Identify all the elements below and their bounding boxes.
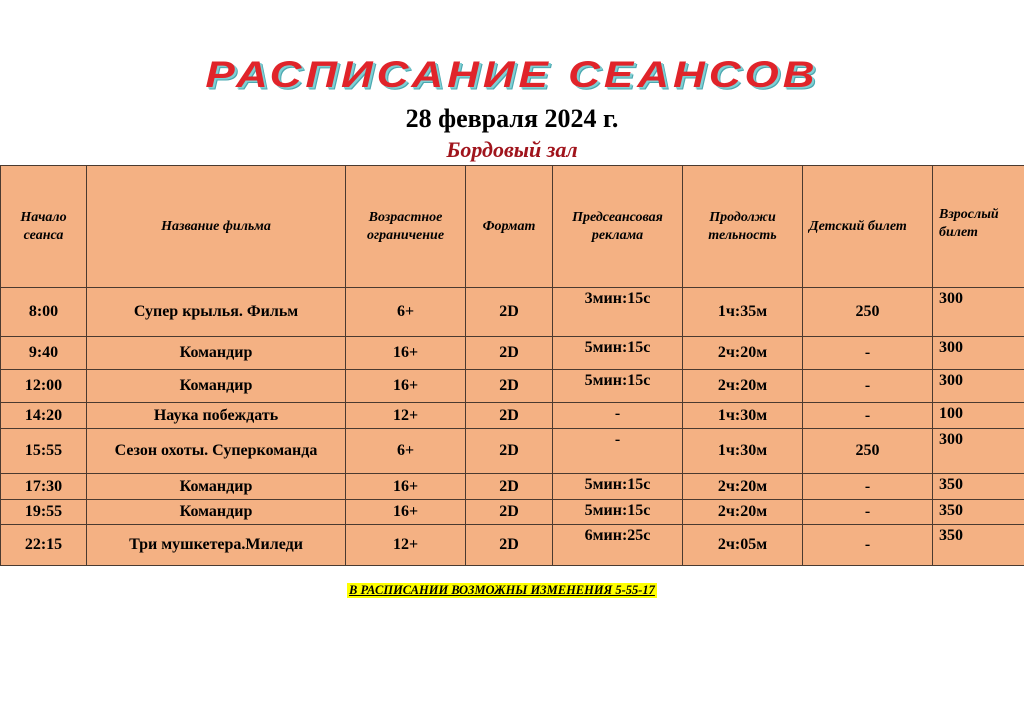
format-cell: 2D [466, 474, 553, 500]
age-rating-cell: 16+ [346, 337, 466, 370]
adult-ticket-cell: 300 [933, 337, 1024, 370]
adult-ticket-cell: 100 [933, 403, 1024, 429]
child-ticket-cell: - [803, 403, 933, 429]
header-start-time: Начало сеанса [1, 166, 87, 288]
child-ticket-cell: - [803, 370, 933, 403]
adult-ticket-cell: 300 [933, 370, 1024, 403]
start-time-cell: 12:00 [1, 370, 87, 403]
table-row [1, 474, 1024, 500]
format-cell: 2D [466, 370, 553, 403]
format-cell: 2D [466, 337, 553, 370]
schedule-date: 28 февраля 2024 г. [405, 104, 619, 133]
header-format: Формат [466, 166, 553, 288]
child-ticket-cell: - [803, 525, 933, 566]
film-title-cell: Командир [87, 500, 346, 525]
schedule-change-notice: В РАСПИСАНИИ ВОЗМОЖНЫ ИЗМЕНЕНИЯ 5-55-17 [349, 583, 655, 597]
header-age-rating: Возрастное ограничение [346, 166, 466, 288]
table-row [1, 403, 1024, 429]
film-title-cell: Супер крылья. Фильм [87, 288, 346, 337]
child-ticket-cell: - [803, 337, 933, 370]
adult-ticket-cell: 350 [933, 525, 1024, 566]
duration-cell: 2ч:20м [683, 370, 803, 403]
start-time-cell: 17:30 [1, 474, 87, 500]
duration-cell: 1ч:30м [683, 429, 803, 474]
duration-cell: 1ч:35м [683, 288, 803, 337]
format-cell: 2D [466, 288, 553, 337]
header-pre-show-ads: Предсеансовая реклама [553, 166, 683, 288]
child-ticket-cell: 250 [803, 429, 933, 474]
duration-cell: 2ч:20м [683, 474, 803, 500]
pre-show-ads-cell: 6мин:25с [553, 525, 683, 566]
film-title-cell: Командир [87, 474, 346, 500]
age-rating-cell: 12+ [346, 525, 466, 566]
duration-cell: 2ч:05м [683, 525, 803, 566]
age-rating-cell: 16+ [346, 500, 466, 525]
start-time-cell: 14:20 [1, 403, 87, 429]
table-row [1, 370, 1024, 403]
pre-show-ads-cell: - [553, 403, 683, 429]
pre-show-ads-cell: 5мин:15с [553, 474, 683, 500]
table-row [1, 500, 1024, 525]
start-time-cell: 15:55 [1, 429, 87, 474]
header-child-ticket: Детский билет [803, 166, 933, 288]
duration-cell: 2ч:20м [683, 337, 803, 370]
header-duration: Продолжи тельность [683, 166, 803, 288]
age-rating-cell: 6+ [346, 429, 466, 474]
format-cell: 2D [466, 525, 553, 566]
adult-ticket-cell: 300 [933, 429, 1024, 474]
start-time-cell: 9:40 [1, 337, 87, 370]
page-title: РАСПИСАНИЕ СЕАНСОВ [205, 53, 819, 96]
table-row [1, 429, 1024, 474]
child-ticket-cell: - [803, 500, 933, 525]
age-rating-cell: 16+ [346, 370, 466, 403]
pre-show-ads-cell: 5мин:15с [553, 337, 683, 370]
age-rating-cell: 16+ [346, 474, 466, 500]
header-row [1, 166, 1024, 288]
adult-ticket-cell: 350 [933, 500, 1024, 525]
adult-ticket-cell: 300 [933, 288, 1024, 337]
format-cell: 2D [466, 429, 553, 474]
film-title-cell: Три мушкетера.Миледи [87, 525, 346, 566]
format-cell: 2D [466, 403, 553, 429]
age-rating-cell: 12+ [346, 403, 466, 429]
format-cell: 2D [466, 500, 553, 525]
table-row [1, 337, 1024, 370]
film-title-cell: Командир [87, 370, 346, 403]
child-ticket-cell: 250 [803, 288, 933, 337]
pre-show-ads-cell: 5мин:15с [553, 500, 683, 525]
pre-show-ads-cell: 3мин:15с [553, 288, 683, 337]
duration-cell: 2ч:20м [683, 500, 803, 525]
film-title-cell: Командир [87, 337, 346, 370]
hall-name: Бордовый зал [446, 137, 578, 162]
pre-show-ads-cell: 5мин:15с [553, 370, 683, 403]
film-title-cell: Сезон охоты. Суперкоманда [87, 429, 346, 474]
header-adult-ticket: Взрослый билет [933, 166, 1024, 288]
age-rating-cell: 6+ [346, 288, 466, 337]
adult-ticket-cell: 350 [933, 474, 1024, 500]
duration-cell: 1ч:30м [683, 403, 803, 429]
schedule-table [0, 165, 1024, 566]
header-film-title: Название фильма [87, 166, 346, 288]
start-time-cell: 19:55 [1, 500, 87, 525]
start-time-cell: 8:00 [1, 288, 87, 337]
film-title-cell: Наука побеждать [87, 403, 346, 429]
pre-show-ads-cell: - [553, 429, 683, 474]
start-time-cell: 22:15 [1, 525, 87, 566]
table-row [1, 288, 1024, 337]
table-row [1, 525, 1024, 566]
child-ticket-cell: - [803, 474, 933, 500]
